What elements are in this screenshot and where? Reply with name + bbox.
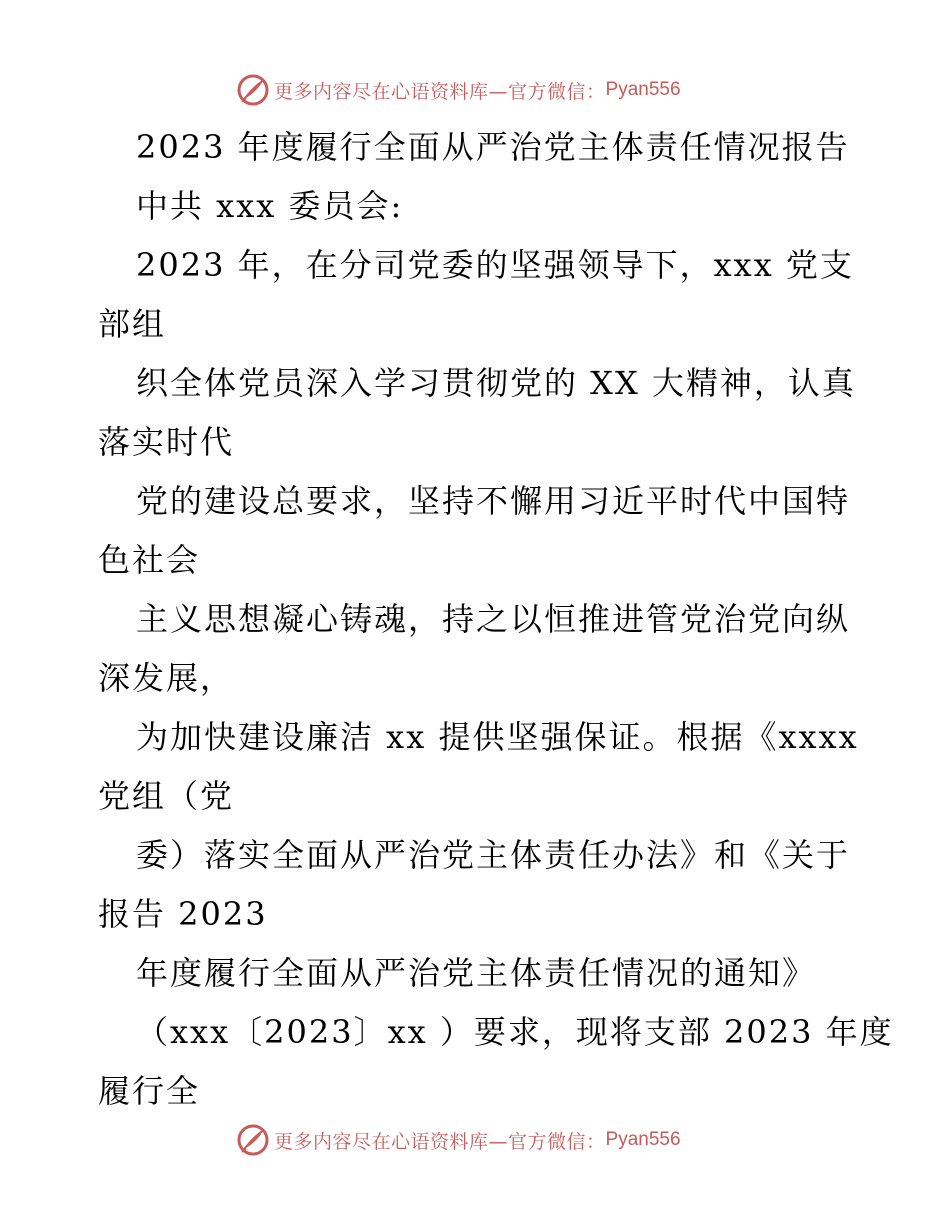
addressee-line: 中共 xxx 委员会:: [136, 187, 404, 225]
body-line: 主义思想凝心铸魂，持之以恒推进管党治党向纵: [136, 600, 851, 638]
body-line: 色社会: [98, 541, 201, 579]
watermark-text: 更多内容尽在心语资料库—官方微信：: [274, 80, 606, 103]
body-line: 年度履行全面从严治党主体责任情况的通知》: [136, 954, 817, 992]
body-line: 部组: [98, 305, 167, 343]
body-line: 党的建设总要求，坚持不懈用习近平时代中国特: [136, 482, 851, 520]
body-line: 履行全: [98, 1072, 201, 1110]
body-line: 织全体党员深入学习贯彻党的 XX 大精神，认真: [136, 364, 856, 402]
footer-watermark: [236, 1120, 681, 1160]
watermark-account: Pyan556: [605, 1129, 681, 1150]
header-watermark: [236, 70, 681, 110]
document-title: 2023 年度履行全面从严治党主体责任情况报告: [136, 128, 850, 166]
watermark-text: 更多内容尽在心语资料库—官方微信：: [274, 1130, 606, 1153]
body-line: 为加快建设廉洁 xx 提供坚强保证。根据《xxxx: [136, 718, 859, 756]
body-line: 党组（党: [98, 777, 235, 815]
quill-logo-icon: [236, 73, 270, 107]
body-line: 深发展，: [98, 659, 235, 697]
body-line: 落实时代: [98, 423, 235, 461]
body-line: 报告 2023: [98, 895, 268, 933]
watermark-account: Pyan556: [605, 79, 681, 100]
quill-logo-icon: [236, 1123, 270, 1157]
body-line: （xxx〔2023〕xx ）要求，现将支部 2023 年度: [136, 1013, 894, 1051]
body-line: 委）落实全面从严治党主体责任办法》和《关于: [136, 836, 851, 874]
body-line: 2023 年，在分司党委的坚强领导下，xxx 党支: [136, 246, 854, 284]
